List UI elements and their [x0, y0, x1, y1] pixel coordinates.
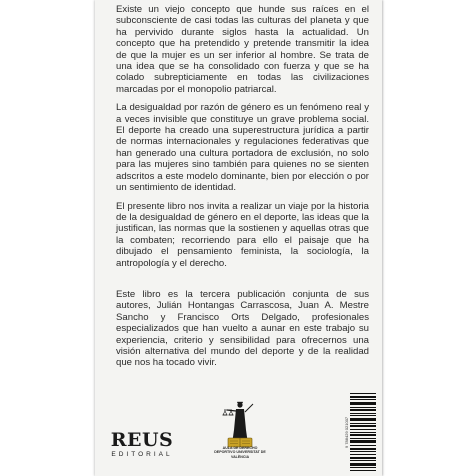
lady-justice-icon: [222, 400, 258, 472]
isbn-number: 9 788429 021007: [344, 416, 349, 448]
publisher-subtitle: EDITORIAL: [111, 451, 173, 458]
publisher-logo: [110, 430, 174, 459]
synopsis-text: [116, 4, 369, 376]
synopsis-paragraph-1: Existe un viejo concepto que hunde sus raíces en el subconsciente de casi todas las culturas del planeta y que ha pervivido durante siglos hasta la actualidad. Un concepto que ha pretendido y pretende transmitir la idea de que la mujer es un ser inferior al hombre. Se trata de una idea que se ha consolidado con fuerza y que se ha colado subrepticiamente en todas las civilizaciones marcadas por el monopolio patriarcal.: [116, 4, 369, 95]
barcode-icon: [350, 393, 376, 471]
book-back-cover: [95, 0, 382, 476]
synopsis-paragraph-3: El presente libro nos invita a realizar un viaje por la historia de la desigualdad de género en el deporte, las ideas que la justifican, las normas que la sostienen y aquellas otras que la combaten; recorriendo para ello el paisaje que ha dibujado el pensamiento feminista, la sociología, la antropología y el derecho.: [116, 200, 369, 269]
authors-paragraph: Este libro es la tercera publicación conjunta de sus autores, Julián Hontangas Carrascosa, Juan A. Mestre Sancho y Francisco Orts Delgado, profesionales especializados que han vuelto a aunar en este trabajo su experiencia, criterio y sensibilidad para ofrecernos una visión alternativa del mundo del deporte y de la realidad que nos ha tocado vivir.: [116, 288, 369, 369]
synopsis-paragraph-2: La desigualdad por razón de género es un fenómeno real y a veces invisible que constituye un grave problema social. El deporte ha creado una superestructura jurídica a partir de normas internacionales y regulaciones federativas que han generado una cultura portadora de exclusión, no solo para las mujeres sino también para quienes no se sienten adscritos a este modelo dominante, bien por elección o por un sentimiento de identidad.: [116, 102, 369, 194]
emblem-caption: AULA DE DERECHO DEPORTIVO UNIVERSITAT DE VALÈNCIA: [214, 446, 266, 459]
publisher-name: REUS: [110, 429, 174, 451]
